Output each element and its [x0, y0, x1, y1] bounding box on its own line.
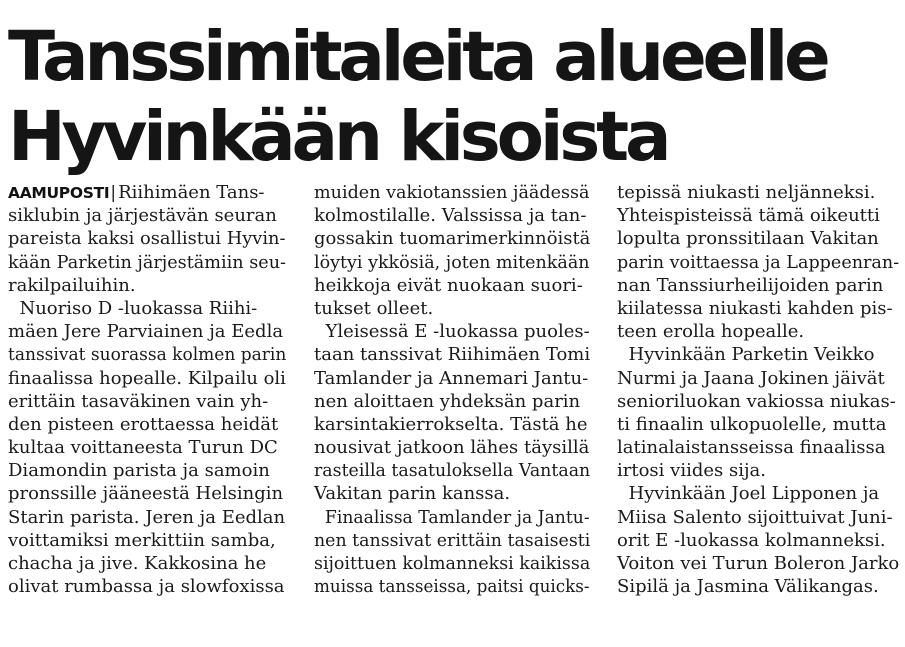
- body-line: gossakin tuomarimerkinnöistä: [314, 228, 591, 250]
- column-1-line-1: [8, 181, 286, 204]
- body-line: chacha ja jive. Kakkosina he: [8, 553, 267, 574]
- body-line: tanssivat suorassa kolmen parin: [8, 344, 287, 366]
- body-line: den pisteen erottaessa heidät: [8, 413, 279, 435]
- body-line: Sipilä ja Jasmina Välikangas.: [617, 576, 879, 598]
- body-line: teen erolla hopealle.: [617, 321, 805, 343]
- headline-line-1: Tanssimitaleita alueelle: [8, 17, 827, 97]
- body-line: lopulta pronssitilaan Vakitan: [617, 228, 879, 250]
- body-line: Finaalissa Tamlander ja Jantu-: [314, 506, 590, 528]
- body-line: Voiton vei Turun Boleron Jarko: [617, 553, 900, 574]
- body-line: Nurmi ja Jaana Jokinen jäivät: [617, 367, 885, 389]
- body-line: pareista kaksi osallistui Hyvin-: [8, 228, 286, 250]
- body-line: löytyi ykkösiä, joten mitenkään: [314, 251, 590, 273]
- body-line: senioriluokan vakiossa niukas-: [617, 390, 896, 412]
- body-line: olivat rumbassa ja slowfoxissa: [8, 576, 285, 598]
- article-column-1: [8, 181, 286, 598]
- body-line: karsintakierrokselta. Tästä he: [314, 413, 588, 435]
- body-line: nen aloittaen yhdeksän parin: [314, 390, 581, 412]
- body-line: tukset olleet.: [314, 297, 434, 319]
- body-line: erittäin tasaväkinen vain yh-: [8, 390, 269, 412]
- body-line: muiden vakiotanssien jäädessä: [314, 182, 590, 203]
- body-line: Yleisessä E -luokassa puoles-: [314, 321, 590, 343]
- body-line: tepissä niukasti neljänneksi.: [617, 182, 876, 203]
- body-line: heikkoja eivät nuokaan suori-: [314, 274, 583, 296]
- body-line: Yhteispisteissä tämä oikeutti: [617, 205, 880, 227]
- body-line: mäen Jere Parviainen ja Eedla: [8, 321, 284, 343]
- article-column-2: [314, 181, 590, 598]
- body-line: ti finaalin ulkopuolelle, mutta: [617, 413, 887, 435]
- body-line: nan Tanssiurheilijoiden parin: [617, 274, 884, 296]
- body-line: Vakitan parin kanssa.: [314, 483, 511, 505]
- body-line: Diamondin parista ja samoin: [8, 460, 270, 482]
- body-line: nen tanssivat erittäin tasaisesti: [314, 529, 591, 551]
- body-line: muissa tansseissa, paitsi quicks-: [314, 576, 590, 598]
- body-line: siklubin ja järjestävän seuran: [8, 205, 277, 227]
- body-line: taan tanssivat Riihimäen Tomi: [314, 344, 591, 366]
- body-line: Riihimäen Tans-: [118, 182, 265, 203]
- body-line: kiilatessa niukasti kahden pis-: [617, 297, 893, 319]
- body-line: sijoittuen kolmanneksi kaikissa: [314, 553, 591, 574]
- body-line: Nuoriso D -luokassa Riihi-: [8, 297, 258, 319]
- body-line: kultaa voittaneesta Turun DC: [8, 437, 278, 459]
- body-line: orit E -luokassa kolmanneksi.: [617, 529, 886, 551]
- body-line: rasteilla tasatuloksella Vantaan: [314, 460, 591, 482]
- body-line: irtosi viides sija.: [617, 460, 766, 482]
- body-line: Hyvinkään Joel Lipponen ja: [617, 483, 880, 505]
- body-line: kään Parketin järjestämiin seu-: [8, 251, 287, 273]
- body-line: nousivat jatkoon lähes täysillä: [314, 437, 590, 459]
- body-line: Hyvinkään Parketin Veikko: [617, 344, 875, 366]
- body-line: finaalissa hopealle. Kilpailu oli: [8, 367, 286, 389]
- body-line: parin voittaessa ja Lappeenran-: [617, 251, 900, 273]
- body-line: voittamiksi merkittiin samba,: [8, 529, 276, 551]
- body-line: latinalaistansseissa finaalissa: [617, 437, 886, 459]
- body-line: Miisa Salento sijoittuivat Juni-: [617, 506, 893, 528]
- body-line: rakilpailuihin.: [8, 274, 136, 296]
- body-line: kolmostilalle. Valssissa ja tan-: [314, 205, 587, 227]
- article-column-3: [617, 181, 899, 598]
- body-line: Tamlander ja Annemari Jantu-: [314, 367, 589, 389]
- byline-separator: |: [110, 183, 117, 203]
- body-line: pronssille jääneestä Helsingin: [8, 483, 284, 505]
- body-line: Starin parista. Jeren ja Eedlan: [8, 506, 286, 528]
- byline-source: AAMUPOSTI: [8, 184, 110, 202]
- headline-line-2: Hyvinkään kisoista: [8, 97, 668, 177]
